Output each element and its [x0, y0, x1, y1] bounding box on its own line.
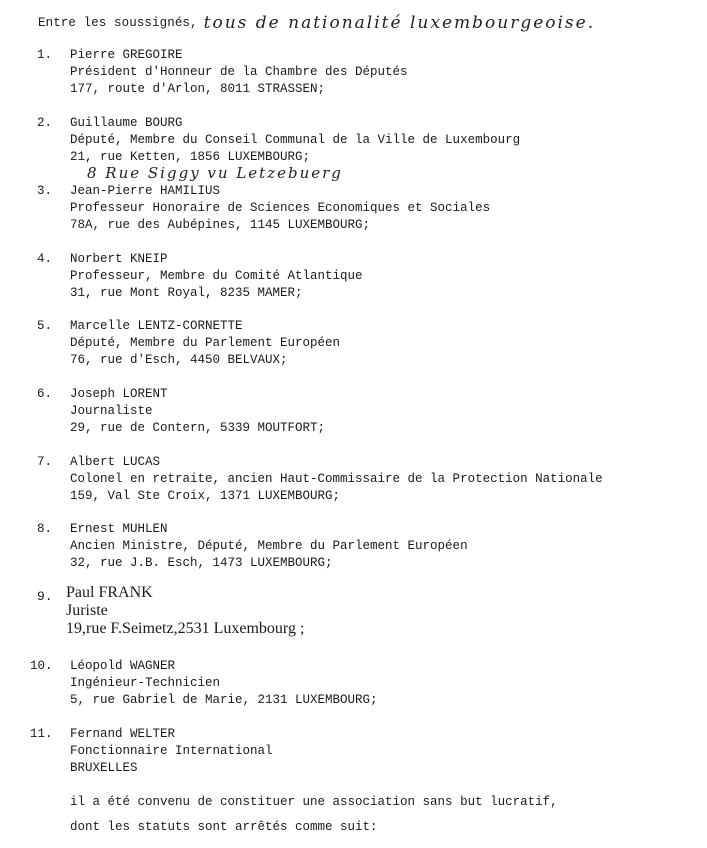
entry-number: 9.	[37, 589, 53, 604]
entry-name: Ernest MUHLEN	[70, 522, 168, 536]
entry-address: 21, rue Ketten, 1856 LUXEMBOURG;	[70, 150, 311, 164]
entry-title: Député, Membre du Conseil Communal de la Ville de Luxembourg	[70, 133, 521, 147]
entry-name: Paul FRANK	[66, 584, 153, 601]
closing-line-1: il a été convenu de constituer une association sans but lucratif,	[70, 795, 558, 809]
entry-address: 32, rue J.B. Esch, 1473 LUXEMBOURG;	[70, 556, 333, 570]
intro-typed: Entre les soussignés,	[38, 16, 198, 30]
entry-number: 7.	[37, 455, 53, 469]
entry-title: Colonel en retraite, ancien Haut-Commissaire de la Protection Nationale	[70, 472, 603, 486]
closing-line-2: dont les statuts sont arrêtés comme suit:	[70, 820, 378, 834]
entry-name: Jean-Pierre HAMILIUS	[70, 184, 221, 198]
entry-address: 19,rue F.Seimetz,2531 Luxembourg ;	[66, 620, 305, 637]
entry-number: 10.	[30, 659, 53, 673]
entry-address: BRUXELLES	[70, 761, 138, 775]
intro-handwritten: tous de nationalité luxembourgeoise.	[203, 13, 596, 33]
entry-address: 29, rue de Contern, 5339 MOUTFORT;	[70, 421, 326, 435]
entry-title: Professeur Honoraire de Sciences Economiques et Sociales	[70, 201, 491, 215]
entry-title: Ancien Ministre, Député, Membre du Parlement Européen	[70, 539, 468, 553]
entry-address: 78A, rue des Aubépines, 1145 LUXEMBOURG;	[70, 218, 371, 232]
entry-number: 8.	[37, 522, 53, 536]
entry-title: Journaliste	[70, 404, 153, 418]
entry-number: 6.	[37, 387, 53, 401]
entry-name: Guillaume BOURG	[70, 116, 183, 130]
entry-address: 31, rue Mont Royal, 8235 MAMER;	[70, 286, 303, 300]
entry-number: 11.	[30, 727, 53, 741]
entry-number: 2.	[37, 116, 53, 130]
entry-name: Joseph LORENT	[70, 387, 168, 401]
entry-name: Norbert KNEIP	[70, 252, 168, 266]
entry-address: 177, route d'Arlon, 8011 STRASSEN;	[70, 82, 326, 96]
entry-address: 76, rue d'Esch, 4450 BELVAUX;	[70, 353, 288, 367]
entry-name: Albert LUCAS	[70, 455, 161, 469]
entry-title: Président d'Honneur de la Chambre des Députés	[70, 65, 408, 79]
entry-title: Juriste	[66, 602, 108, 619]
entry-number: 3.	[37, 184, 53, 198]
entry-title: Fonctionnaire International	[70, 744, 273, 758]
entry-title: Député, Membre du Parlement Européen	[70, 336, 341, 350]
entry-name: Marcelle LENTZ-CORNETTE	[70, 319, 243, 333]
intro-line	[38, 11, 595, 31]
entry-name: Léopold WAGNER	[70, 659, 176, 673]
entry-name: Pierre GREGOIRE	[70, 48, 183, 62]
entry-number: 1.	[37, 48, 53, 62]
entry-address: 159, Val Ste Croix, 1371 LUXEMBOURG;	[70, 489, 341, 503]
entry-name: Fernand WELTER	[70, 727, 176, 741]
entry-address: 5, rue Gabriel de Marie, 2131 LUXEMBOURG;	[70, 693, 378, 707]
entry-title: Professeur, Membre du Comité Atlantique	[70, 269, 363, 283]
handwritten-address-note: 8 Rue Siggy vu Letzebuerg	[87, 164, 343, 182]
entry-number: 5.	[37, 319, 53, 333]
entry-title: Ingénieur-Technicien	[70, 676, 221, 690]
entry-number: 4.	[37, 252, 53, 266]
